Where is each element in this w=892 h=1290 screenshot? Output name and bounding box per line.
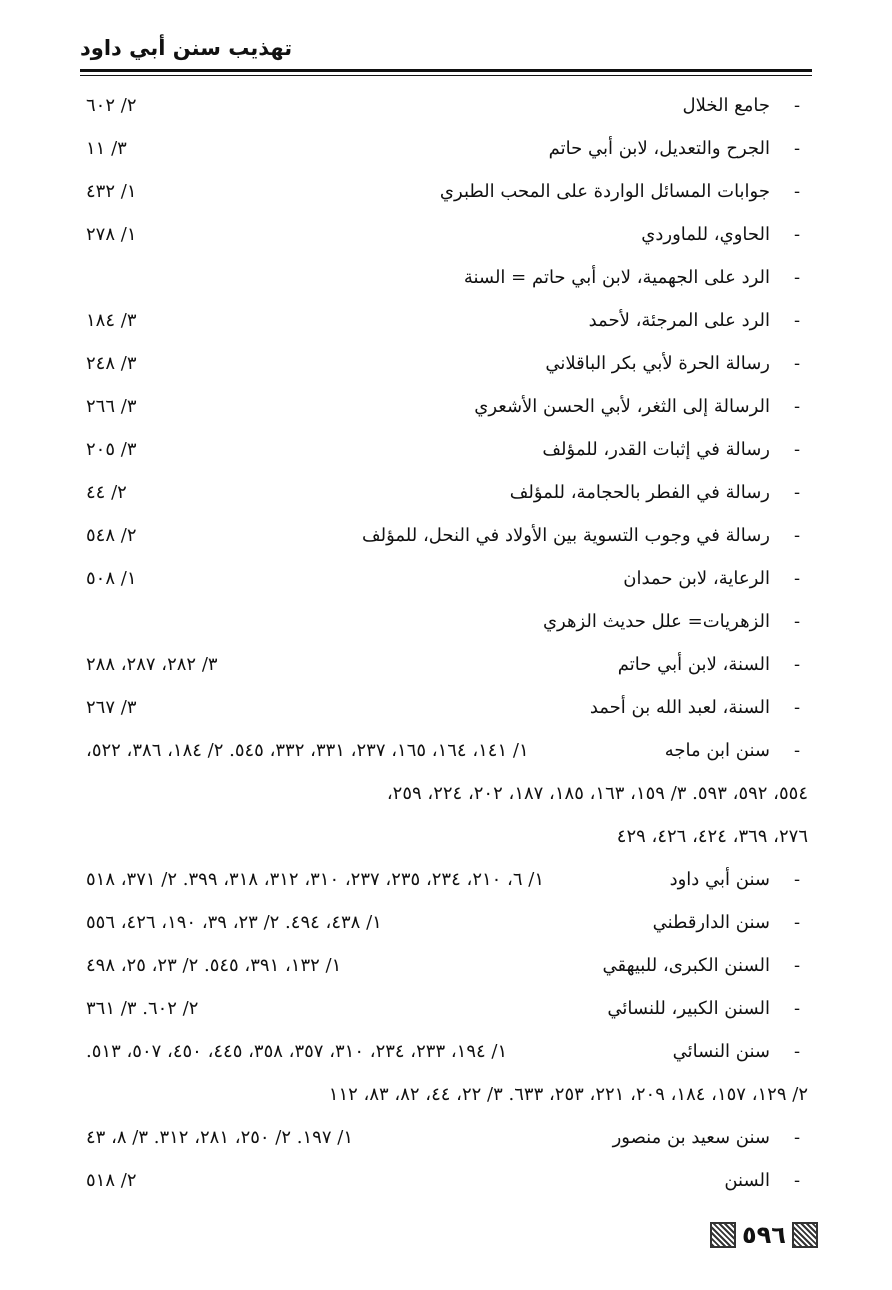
index-entry [86,88,808,124]
diamond-ornament-icon [792,1222,818,1248]
entry-title: سنن النسائي [672,1041,770,1062]
index-entry [86,991,808,1027]
entry-reference: ٢/ ٤٤ [86,482,127,503]
index-entry [86,1120,808,1156]
entry-title: رسالة الحرة لأبي بكر الباقلاني [545,353,770,374]
entry-reference: ٣/ ٢٠٥ [86,439,137,460]
index-entry [86,260,808,296]
entry-dash: - [793,525,801,546]
entry-title: رسالة في إثبات القدر، للمؤلف [542,439,770,460]
page-footer [710,1218,818,1252]
entry-title: الحاوي، للماوردي [641,224,770,245]
entry-dash: - [793,138,801,159]
index-entry [86,389,808,425]
entry-title: سنن الدارقطني [652,912,770,933]
entry-reference: ١/ ٢٧٨ [86,224,137,245]
entry-reference: ٣/ ١١ [86,138,127,159]
entry-dash: - [793,439,801,460]
index-entry [86,1163,808,1199]
entry-reference: ١/ ١٣٢، ٣٩١، ٥٤٥. ٢/ ٢٣، ٢٥، ٤٩٨ [86,955,342,976]
entry-title: الرد على الجهمية، لابن أبي حاتم = السنة [463,267,770,288]
entry-dash: - [793,267,801,288]
index-entry [86,432,808,468]
entry-reference: ١/ ١٩٧. ٢/ ٢٥٠، ٢٨١، ٣١٢. ٣/ ٨، ٤٣ [86,1127,353,1148]
entry-dash: - [793,353,801,374]
entry-dash: - [793,95,801,116]
index-entry [86,1034,808,1070]
entry-reference: ٢/ ٦٠٢ [86,95,137,116]
entry-title: الرعاية، لابن حمدان [623,568,770,589]
index-entry [86,905,808,941]
index-entry [86,733,808,769]
entry-title: الرسالة إلى الثغر، لأبي الحسن الأشعري [474,396,770,417]
entry-dash: - [793,310,801,331]
entry-reference: ٣/ ٢٦٦ [86,396,137,417]
entry-dash: - [793,224,801,245]
index-entry [86,174,808,210]
entry-reference: ٣/ ١٨٤ [86,310,137,331]
entry-reference: ٣/ ٢٦٧ [86,697,137,718]
entry-dash: - [793,1041,801,1062]
header-rule-thick [80,69,812,72]
entry-title: السنن [724,1170,770,1191]
entry-title: الزهريات= علل حديث الزهري [542,611,770,632]
index-entry [86,690,808,726]
entry-reference: ١/ ٥٠٨ [86,568,137,589]
entry-title: السنن الكبير، للنسائي [607,998,770,1019]
entry-reference: ٢/ ٥٤٨ [86,525,137,546]
entry-dash: - [793,654,801,675]
page-number: ٥٩٦ [742,1221,786,1249]
index-entry [86,561,808,597]
entry-reference: ١/ ١٩٤، ٢٣٣، ٢٣٤، ٣١٠، ٣٥٧، ٣٥٨، ٤٤٥، ٤٥٠، ٥٠٧، ٥١٣. [86,1041,508,1062]
entry-title: رسالة في الفطر بالحجامة، للمؤلف [509,482,770,503]
entry-reference: ٣/ ٢٤٨ [86,353,137,374]
entry-reference: ١/ ٤٣٨، ٤٩٤. ٢/ ٢٣، ٣٩، ١٩٠، ٤٢٦، ٥٥٦ [86,912,382,933]
entry-title: سنن أبي داود [669,869,770,890]
index-entry [86,948,808,984]
entry-reference-continuation: ٢٧٦، ٣٦٩، ٤٢٤، ٤٢٦، ٤٢٩ [616,826,808,847]
entry-title: جامع الخلال [682,95,770,116]
index-entry [86,131,808,167]
entry-dash: - [793,697,801,718]
entry-reference-continuation: ٢/ ١٢٩، ١٥٧، ١٨٤، ٢٠٩، ٢٢١، ٢٥٣، ٦٣٣. ٣/ ٢٢، ٤٤، ٨٢، ٨٣، ١١٢ [328,1084,808,1105]
entry-dash: - [793,1170,801,1191]
index-entry [86,475,808,511]
entry-title: السنة، لابن أبي حاتم [617,654,770,675]
entry-dash: - [793,740,801,761]
index-entry [86,217,808,253]
diamond-ornament-icon [710,1222,736,1248]
entry-title: جوابات المسائل الواردة على المحب الطبري [439,181,770,202]
entry-title: سنن سعيد بن منصور [612,1127,770,1148]
index-entry [86,518,808,554]
entry-reference: ١/ ٦، ٢١٠، ٢٣٤، ٢٣٥، ٢٣٧، ٣١٠، ٣١٢، ٣١٨، ٣٩٩. ٢/ ٣٧١، ٥١٨ [86,869,544,890]
entry-dash: - [793,568,801,589]
entry-dash: - [793,912,801,933]
index-entry [86,604,808,640]
entry-title: السنة، لعبد الله بن أحمد [589,697,770,718]
entry-dash: - [793,869,801,890]
entry-reference: ٢/ ٦٠٢. ٣/ ٣٦١ [86,998,199,1019]
entry-dash: - [793,998,801,1019]
entry-title: الجرح والتعديل، لابن أبي حاتم [548,138,770,159]
entry-dash: - [793,955,801,976]
entry-title: رسالة في وجوب التسوية بين الأولاد في النحل، للمؤلف [361,525,770,546]
entry-reference: ١/ ٤٣٢ [86,181,137,202]
running-header-title: تهذيب سنن أبي داود [80,36,293,60]
entry-dash: - [793,482,801,503]
entry-dash: - [793,396,801,417]
index-entry [86,346,808,382]
index-entry [86,303,808,339]
entry-dash: - [793,1127,801,1148]
entry-dash: - [793,611,801,632]
index-entry [86,647,808,683]
entry-title: سنن ابن ماجه [664,740,770,761]
entry-title: السنن الكبرى، للبيهقي [602,955,770,976]
entry-reference: ١/ ١٤١، ١٦٤، ١٦٥، ٢٣٧، ٣٣١، ٣٣٢، ٥٤٥. ٢/ ١٨٤، ٣٨٦، ٥٢٢، [86,740,529,761]
index-entry [86,862,808,898]
entry-reference: ٣/ ٢٨٢، ٢٨٧، ٢٨٨ [86,654,218,675]
entry-dash: - [793,181,801,202]
entry-reference-continuation: ٥٥٤، ٥٩٢، ٥٩٣. ٣/ ١٥٩، ١٦٣، ١٨٥، ١٨٧، ٢٠٢، ٢٢٤، ٢٥٩، [386,783,808,804]
entry-title: الرد على المرجئة، لأحمد [588,310,770,331]
entry-reference: ٢/ ٥١٨ [86,1170,137,1191]
header-rule-thin [80,75,812,76]
